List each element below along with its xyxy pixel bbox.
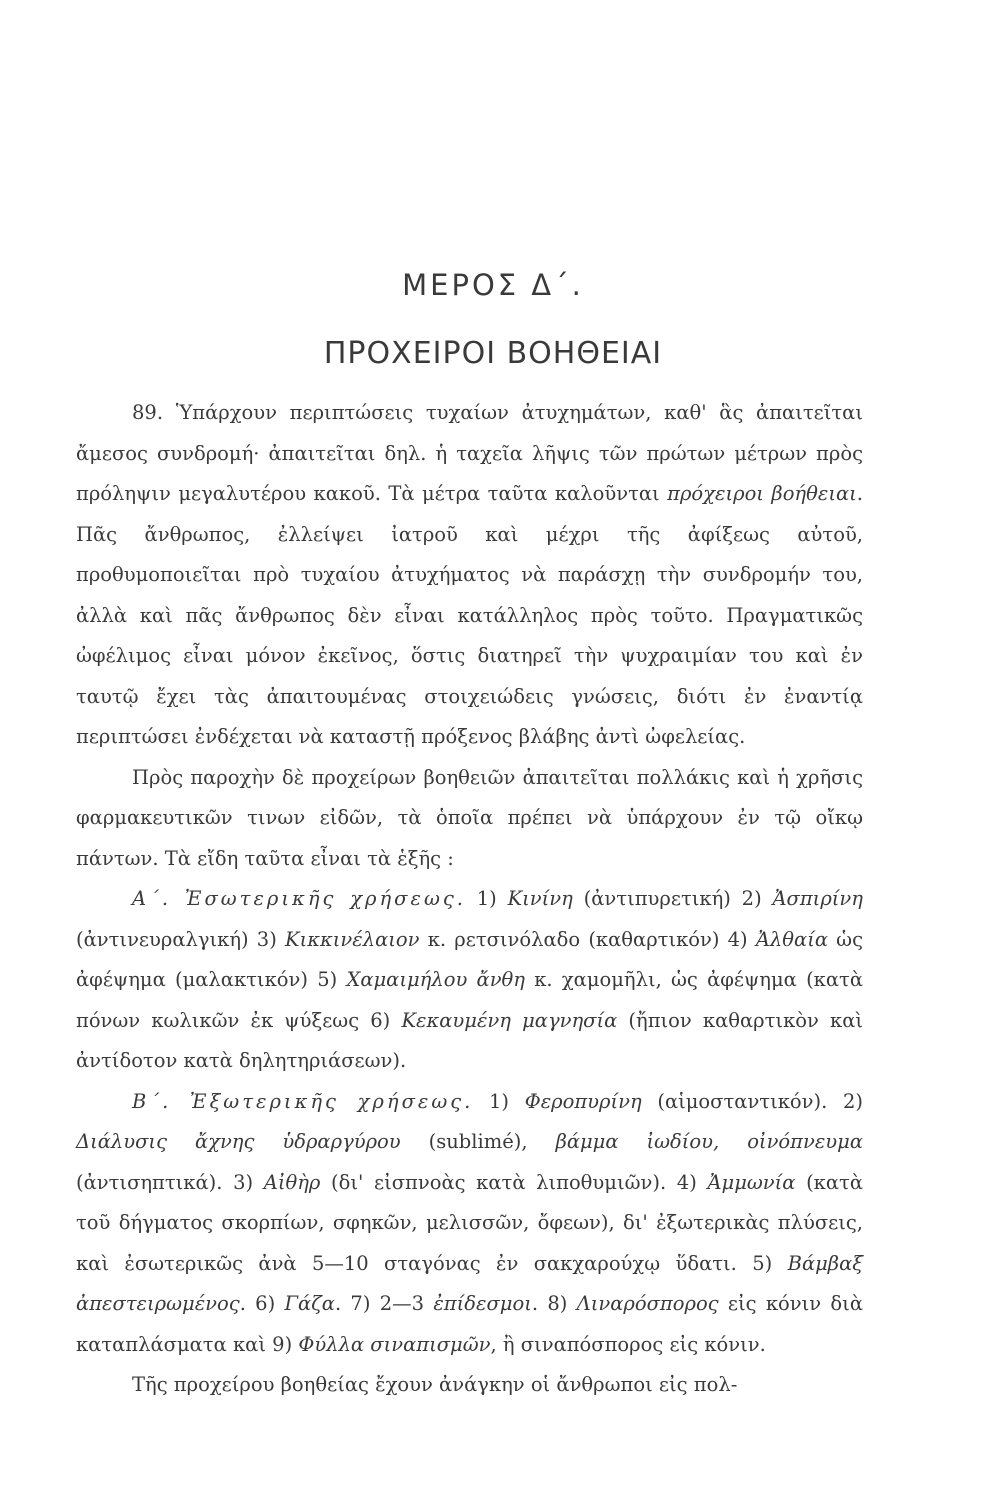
subheading-external-use: Β΄. Ἐξωτερικῆς χρήσεως. <box>132 1089 474 1113</box>
text-run: 1) <box>473 1089 525 1113</box>
body-text <box>76 393 863 1406</box>
text-run: . 8) <box>531 1292 577 1315</box>
item-name: ἐπίδεσμοι <box>433 1292 532 1315</box>
text-run: (κατὰ τοῦ δήγματος σκορπίων, σφηκῶν, μελισσῶν, ὄφεων), δι' ἐξωτερικὰς πλύσεις, καὶ ἐσωτερικῶς ἀνὰ 5—10 σταγόνας ἐν σακχαρούχῳ ὕδατι. 5) <box>76 1170 863 1275</box>
item-name: Ἀμμωνία <box>707 1170 796 1194</box>
text-run: 89. Ὑπάρχουν περιπτώσεις τυχαίων ἀτυχημάτων, καθ' ἃς ἀπαιτεῖται ἄμεσος συνδρομή· ἀπαιτεῖται δηλ. ἡ ταχεῖα λῆψις τῶν πρώτων μέτρων πρὸς πρόληψιν μεγαλυτέρου κακοῦ. Τὰ μέτρα ταῦτα καλοῦνται <box>76 401 863 505</box>
paragraph-2: Πρὸς παροχὴν δὲ προχείρων βοηθειῶν ἀπαιτεῖται πολλάκις καὶ ἡ χρῆσις φαρμακευτικῶν τινων εἰδῶν, τὰ ὁποῖα πρέπει νὰ ὑπάρχουν ἐν τῷ οἴκῳ πάντων. Τὰ εἴδη ταῦτα εἶναι τὰ ἑξῆς : <box>76 765 863 870</box>
item-name: Κινίνη <box>507 887 573 910</box>
term-first-aid: πρόχειροι βοήθειαι <box>667 482 857 505</box>
item-name: Ἀλθαία <box>755 927 829 951</box>
text-run: κ. ρετσινόλαδο (καθαρτικόν) 4) <box>419 927 756 951</box>
text-run: . 6) <box>239 1292 285 1315</box>
text-run: . Πᾶς ἄνθρωπος, ἐλλείψει ἰατροῦ καὶ μέχρι τῆς ἀφίξεως αὐτοῦ, προθυμοποιεῖται πρὸ τυχαίου ἀτυχήματος νὰ παράσχῃ τὴν συνδρομήν του, ἀλλὰ καὶ πᾶς ἄνθρωπος δὲν εἶναι κατάλληλος πρὸς τοῦτο. Πραγματικῶς ὠφέλιμος εἶναι μόνον ἐκεῖνος, ὅστις διατηρεῖ τὴν ψυχραιμίαν του καὶ ἐν ταυτῷ ἔχει τὰς ἀπαιτουμένας στοιχειώδεις γνώσεις, διότι ἐν ἐναντίᾳ περιπτώσει ἐνδέχεται νὰ καταστῇ πρόξενος βλάβης ἀντὶ ὠφελείας. <box>76 482 863 748</box>
part-title: ΜΕΡΟΣ Δ΄. <box>402 268 584 302</box>
item-name: Φύλλα σιναπισμῶν <box>298 1332 491 1356</box>
paragraph-1 <box>76 393 863 758</box>
text-run: εἰς κόνιν διὰ καταπλάσματα καὶ 9) <box>76 1292 863 1356</box>
text-run: κ. χαμομῆλι, ὡς ἀφέψημα (κατὰ πόνων κωλικῶν ἐκ ψύξεως 6) <box>76 968 863 1032</box>
item-name: Διάλυσις ἄχνης ὑδραργύρου <box>76 1130 401 1153</box>
item-name: Γάζα <box>284 1292 335 1315</box>
text-run: (αἱμοσταντικόν). 2) <box>641 1089 863 1113</box>
paragraph-5: Τῆς προχείρου βοηθείας ἔχουν ἀνάγκην οἱ ἄνθρωποι εἰς πολ- <box>132 1373 738 1396</box>
text-run: (ἤπιον καθαρτικὸν καὶ ἀντίδοτον κατὰ δηλητηριάσεων). <box>76 1008 864 1072</box>
text-run: (ἀντινευραλγική) 3) <box>76 927 285 951</box>
text-run: (ἀντισηπτικά). 3) <box>76 1170 264 1194</box>
paragraph-external-use <box>76 1082 863 1366</box>
text-run: . 7) 2—3 <box>334 1292 434 1315</box>
text-run: 1) <box>465 887 508 910</box>
text-run: (sublimé), <box>400 1130 556 1153</box>
item-name: Χαμαιμήλου ἄνθη <box>346 968 525 991</box>
item-name: βάμμα ἰωδίου, οἰνόπνευμα <box>555 1130 863 1153</box>
text-run: (δι' εἰσπνοὰς κατὰ λιποθυμιῶν). 4) <box>320 1170 708 1194</box>
item-name: Κικκινέλαιον <box>285 927 420 951</box>
item-name: Ἀσπιρίνη <box>772 887 863 910</box>
text-run: (ἀντιπυρετική) 2) <box>572 887 773 910</box>
subheading-internal-use: Α΄. Ἐσωτερικῆς χρήσεως. <box>132 887 466 910</box>
section-title: ΠΡΟΧΕΙΡΟΙ ΒΟΗΘΕΙΑΙ <box>323 336 663 371</box>
item-name: Κεκαυμένη μαγνησία <box>401 1008 618 1032</box>
text-run: ὡς ἀφέψημα (μαλακτικόν) 5) <box>76 927 864 991</box>
item-name: Βάμβαξ ἀπεστειρωμένος <box>76 1251 863 1315</box>
item-name: Αἰθὴρ <box>263 1170 321 1194</box>
item-name: Λιναρόσπορος <box>576 1292 719 1315</box>
text-run: , ἢ σιναπόσπορος εἰς κόνιν. <box>490 1332 766 1356</box>
item-name: Φεροπυρίνη <box>524 1089 642 1113</box>
paragraph-internal-use <box>76 879 863 1082</box>
